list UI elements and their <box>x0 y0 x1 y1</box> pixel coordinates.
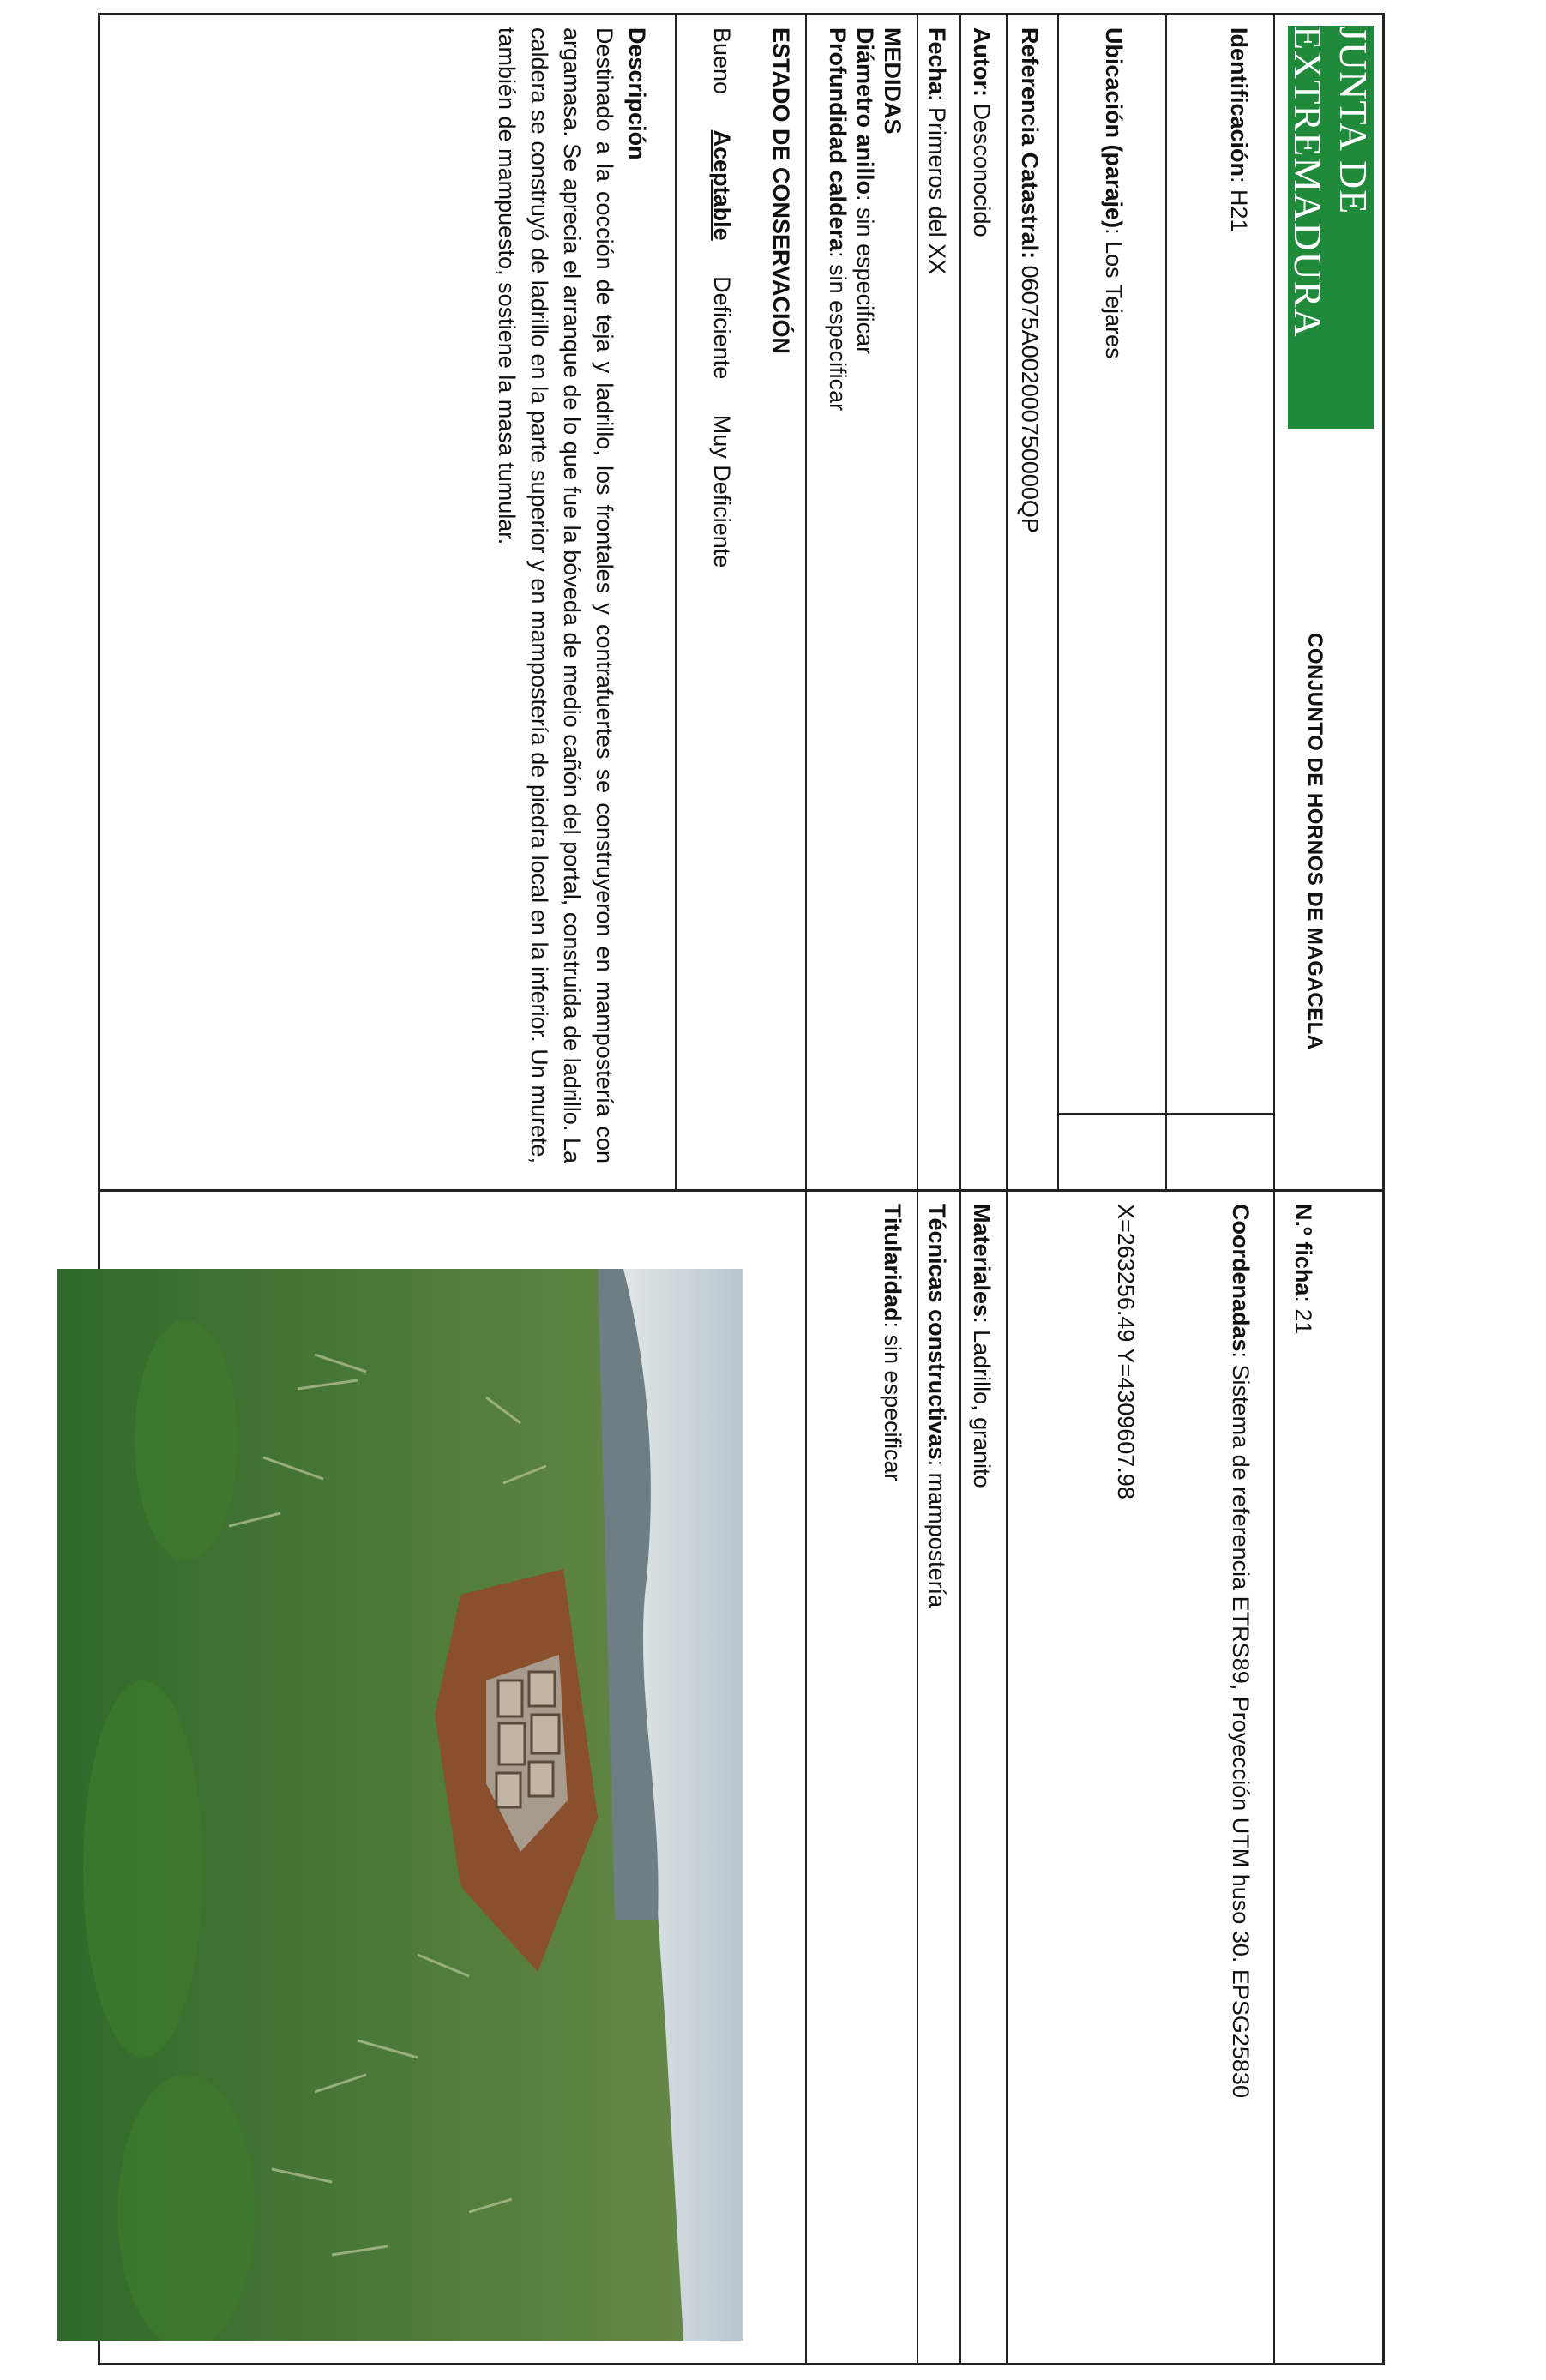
diametro-label: Diámetro anillo <box>852 27 878 195</box>
referencia-label: Referencia Catastral: <box>1017 27 1043 260</box>
fecha-field <box>923 27 951 274</box>
autor-field <box>968 27 996 237</box>
medidas-row <box>805 15 917 1189</box>
estado-option-deficiente: Deficiente <box>709 276 735 380</box>
tecnicas-row <box>917 1192 959 2363</box>
identificacion-label: Identificación <box>1226 27 1252 177</box>
autor-label: Autor: <box>969 27 995 97</box>
titularidad-field <box>879 1204 906 1481</box>
ficha-row <box>1273 1192 1382 2363</box>
coordenadas-xy: X=263256.49 Y=4309607.98 <box>1113 1204 1139 1500</box>
record-sheet <box>98 13 1385 2365</box>
diametro-value: : sin especificar <box>852 195 878 355</box>
ficha-value: : 21 <box>1290 1295 1316 1335</box>
identificacion-row <box>1165 15 1273 1189</box>
estado-option-muy-deficiente: Muy Deficiente <box>709 414 735 568</box>
tecnicas-field <box>923 1204 951 1608</box>
autor-value: Desconocido <box>969 96 995 237</box>
junta-logo: JUNTA DE EXTREMADURA <box>1288 26 1374 429</box>
fecha-label: Fecha <box>924 27 950 95</box>
fecha-row <box>917 15 959 1189</box>
coordenadas-value: : Sistema de referencia ETRS89, Proyección UTM huso 30. EPSG25830 <box>1228 1351 1254 2098</box>
diametro-field <box>851 27 879 354</box>
descripcion-label: Descripción <box>624 27 650 160</box>
photo-cell <box>100 1192 805 2363</box>
fecha-value: : Primeros del XX <box>924 94 950 275</box>
profundidad-label: Profundidad caldera <box>825 27 851 252</box>
ficha-field <box>1290 1204 1317 1334</box>
titularidad-label: Titularidad <box>880 1204 905 1322</box>
cell-divider <box>1059 1113 1165 1115</box>
estado-option-bueno: Bueno <box>709 27 735 95</box>
tecnicas-label: Técnicas constructivas <box>924 1204 950 1460</box>
descripcion-row <box>100 15 696 1189</box>
left-column <box>100 15 1382 1192</box>
descripcion-text: Destinado a la cocción de teja y ladrillo, los frontales y contrafuertes se construyeron en mampostería con argamasa. Se aprecia el arranque de lo que fue la bóveda de medio cañón del portal, construida de ladrillo. La caldera se construyó de ladrillo en la parte superior y en mampostería de piedra local en la inferior. Un murete, también de mampuesto, sostiene la masa tumular. <box>494 27 617 1163</box>
medidas-heading: MEDIDAS <box>880 27 905 135</box>
materiales-field <box>968 1204 996 1488</box>
estado-heading: ESTADO DE CONSERVACIÓN <box>768 27 794 355</box>
kiln-photo-image <box>57 1269 743 2341</box>
ubicacion-value: : Los Tejares <box>1101 228 1127 359</box>
referencia-value: 06075A002000750000QP <box>1017 259 1043 533</box>
tecnicas-value: : mampostería <box>924 1459 950 1608</box>
autor-row <box>959 15 1006 1189</box>
estado-row <box>702 15 805 1189</box>
coordenadas-row <box>1006 1192 1273 2363</box>
right-column <box>100 1192 1382 2363</box>
ubicacion-row <box>1057 15 1165 1189</box>
identificacion-field <box>1225 27 1253 232</box>
ubicacion-label: Ubicación (paraje) <box>1101 27 1127 229</box>
ficha-label: N.º ficha <box>1290 1204 1316 1296</box>
estado-option-aceptable: Aceptable <box>709 129 735 241</box>
referencia-field <box>1016 27 1044 533</box>
titularidad-value: : sin especificar <box>880 1321 905 1481</box>
profundidad-value: : sin especificar <box>825 251 851 412</box>
referencia-row <box>1006 15 1057 1189</box>
cell-divider <box>1167 1113 1273 1115</box>
materiales-row <box>959 1192 1006 2363</box>
materiales-label: Materiales <box>969 1204 995 1318</box>
kiln-photo <box>57 1269 743 2341</box>
identificacion-value: : H21 <box>1226 177 1252 232</box>
coordenadas-field <box>1227 1204 1254 2098</box>
header-row <box>1273 15 1382 1189</box>
coordenadas-label: Coordenadas <box>1228 1204 1254 1352</box>
profundidad-field <box>824 27 851 411</box>
document-title: CONJUNTO DE HORNOS DE MAGACELA <box>1303 633 1326 1050</box>
materiales-value: : Ladrillo, granito <box>969 1317 995 1488</box>
estado-options <box>708 27 735 597</box>
ubicacion-field <box>1100 27 1128 359</box>
titularidad-row <box>805 1192 917 2363</box>
